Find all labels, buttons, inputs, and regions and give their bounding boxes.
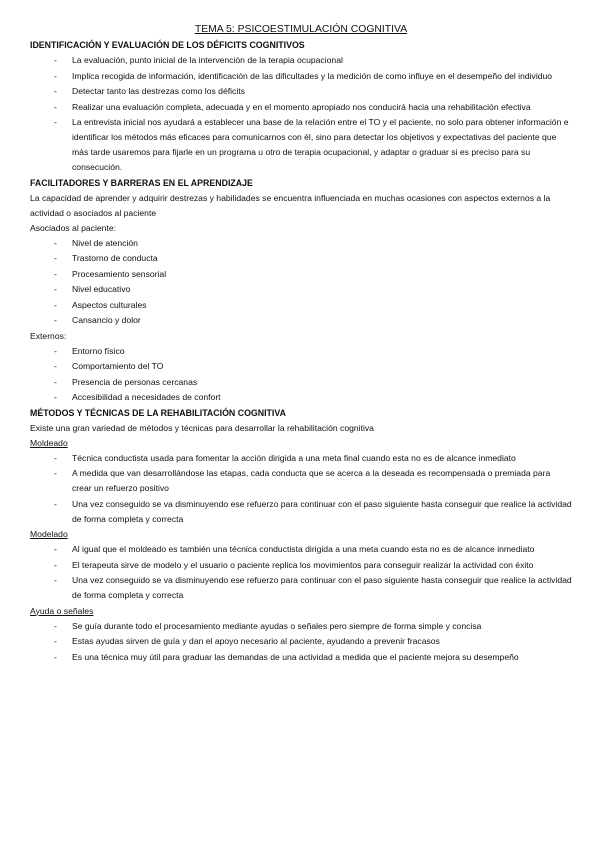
subheading-moldeado: Moldeado: [30, 437, 68, 448]
list-item: - Procesamiento sensorial: [30, 267, 572, 282]
list-item: - Estas ayudas sirven de guía y dan el apoyo necesario al paciente, ayudando a prevenir fracasos: [30, 634, 572, 649]
list-item: - Realizar una evaluación completa, adecuada y en el momento apropiado nos conducirá hacia una rehabilitación efectiva: [30, 100, 572, 115]
list-item: - Aspectos culturales: [30, 298, 572, 313]
list-item: - Nivel de atención: [30, 236, 572, 251]
list-item: - Es una técnica muy útil para graduar las demandas de una actividad a medida que el paciente mejora su desempeño: [30, 650, 572, 665]
list-item: - Entorno físico: [30, 344, 572, 359]
external-factors-label: Externos:: [30, 330, 67, 341]
list-item: - Trastorno de conducta: [30, 251, 572, 266]
metodos-intro: Existe una gran variedad de métodos y técnicas para desarrollar la rehabilitación cognitiva: [30, 422, 374, 433]
list-item: - Presencia de personas cercanas: [30, 375, 572, 390]
ayuda-list: [30, 619, 572, 665]
list-item: - Accesibilidad a necesidades de confort: [30, 390, 572, 405]
list-item: - A medida que van desarrollándose las etapas, cada conducta que se acerca a la deseada es recompensada o premiada para crear un refuerzo positivo: [30, 466, 572, 496]
list-item: - Implica recogida de información, identificación de las dificultades y la medición de como influye en el desempeño del individuo: [30, 69, 572, 84]
list-item: - La evaluación, punto inicial de la intervención de la terapia ocupacional: [30, 53, 572, 68]
list-item: - Nivel educativo: [30, 282, 572, 297]
subheading-modelado: Modelado: [30, 529, 68, 539]
modelado-list: [30, 542, 572, 603]
list-item: - El terapeuta sirve de modelo y el usuario o paciente replica los movimientos para conseguir realizar la actividad con éxito: [30, 558, 572, 573]
patient-factors-list: [30, 236, 572, 329]
page-title: TEMA 5: PSICOESTIMULACIÓN COGNITIVA: [194, 24, 408, 35]
patient-factors-label: Asociados al paciente:: [30, 222, 116, 233]
list-item: - Detectar tanto las destrezas como los déficits: [30, 84, 572, 99]
list-item: - Se guía durante todo el procesamiento mediante ayudas o señales pero siempre de forma simple y concisa: [30, 619, 572, 634]
moldeado-list: [30, 451, 572, 527]
section-heading-metodos: MÉTODOS Y TÉCNICAS DE LA REHABILITACIÓN COGNITIVA: [30, 407, 286, 418]
list-item: - Una vez conseguido se va disminuyendo ese refuerzo para continuar con el paso siguiente hasta conseguir que realice la actividad de forma completa y correcta: [30, 573, 572, 603]
external-factors-list: [30, 344, 572, 406]
list-item: - Cansancio y dolor: [30, 313, 572, 328]
list-item: - Comportamiento del TO: [30, 359, 572, 374]
section-heading-identificacion: IDENTIFICACIÓN Y EVALUACIÓN DE LOS DÉFICITS COGNITIVOS: [30, 40, 305, 50]
identificacion-list: [30, 53, 572, 175]
list-item: - Técnica conductista usada para fomentar la acción dirigida a una meta final cuando esta no es de alcance inmediato: [30, 451, 572, 466]
subheading-ayuda: Ayuda o señales: [30, 605, 94, 616]
facilitadores-intro: La capacidad de aprender y adquirir destrezas y habilidades se encuentra influenciada en muchas ocasiones con aspectos externos a la actividad o asociados al paciente: [30, 192, 551, 218]
section-heading-facilitadores: FACILITADORES Y BARRERAS EN EL APRENDIZAJE: [30, 177, 253, 188]
list-item: - Al igual que el moldeado es también una técnica conductista dirigida a una meta cuando esta no es de alcance inmediato: [30, 542, 572, 557]
list-item: - La entrevista inicial nos ayudará a establecer una base de la relación entre el TO y el paciente, no solo para obtener información e identificar los métodos más eficaces para comunicarnos con él, sino para detectar los objetivos y expectativas del paciente que más tarde usaremos para fijarle en un programa u otro de terapia ocupacional, y adaptar o graduar si es preciso para su consecución.: [30, 115, 572, 175]
list-item: - Una vez conseguido se va disminuyendo ese refuerzo para continuar con el paso siguiente hasta conseguir que realice la actividad de forma completa y correcta: [30, 497, 572, 527]
